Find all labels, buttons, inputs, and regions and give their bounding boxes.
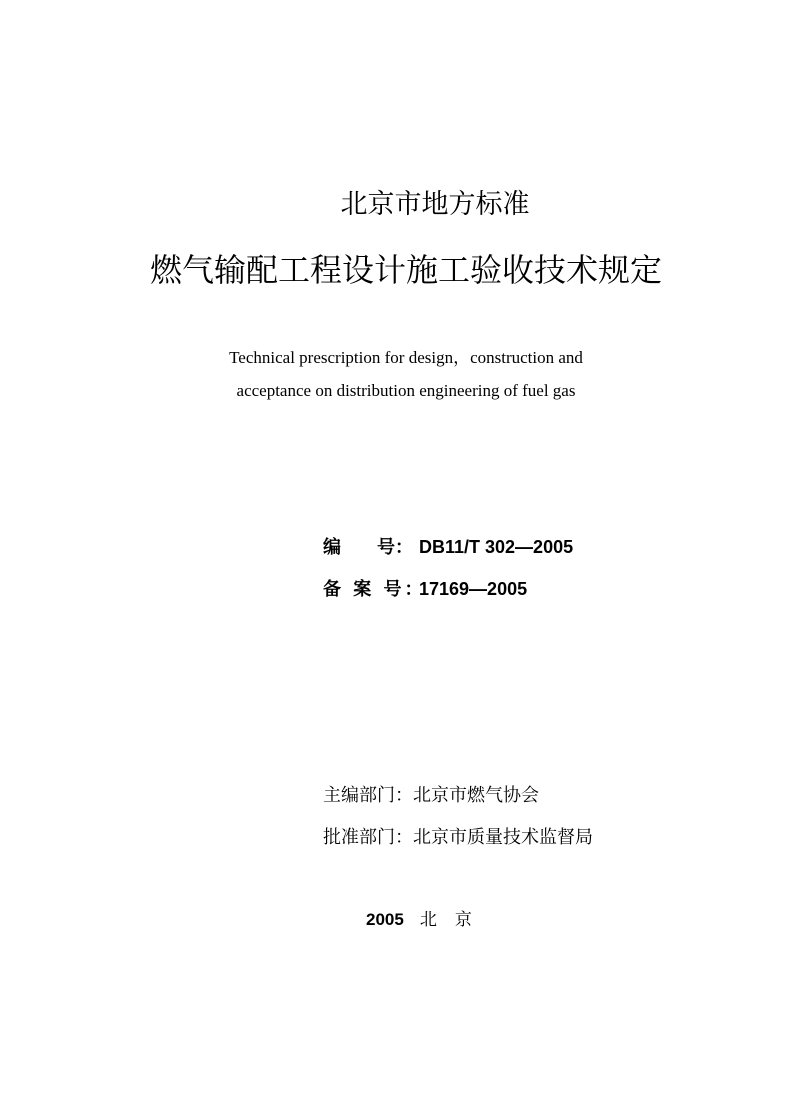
standard-number-value: DB11/T 302—2005 [419, 537, 574, 557]
editor-organization: 主编部门：北京市燃气协会 [323, 785, 539, 806]
title-english-line-2: acceptance on distribution engineering of fuel gas [236, 381, 576, 400]
publication-year: 2005 [366, 910, 404, 929]
standard-number-label: 编 号： [323, 537, 413, 558]
standard-number-row [323, 535, 573, 560]
standard-series: 北京市地方标准 [340, 189, 530, 220]
filing-number-label: 备 案 号： [323, 579, 426, 600]
title-english-line-1: Technical prescription for design，construction and [229, 348, 583, 367]
filing-number-value: 17169—2005 [419, 579, 528, 599]
approver-organization: 批准部门：北京市质量技术监督局 [323, 827, 593, 848]
title-chinese: 燃气输配工程设计施工验收技术规定 [149, 251, 662, 289]
title-english [0, 341, 792, 407]
publication-footer [366, 908, 490, 932]
filing-number-row [323, 577, 527, 602]
publication-city: 北京 [419, 910, 490, 930]
